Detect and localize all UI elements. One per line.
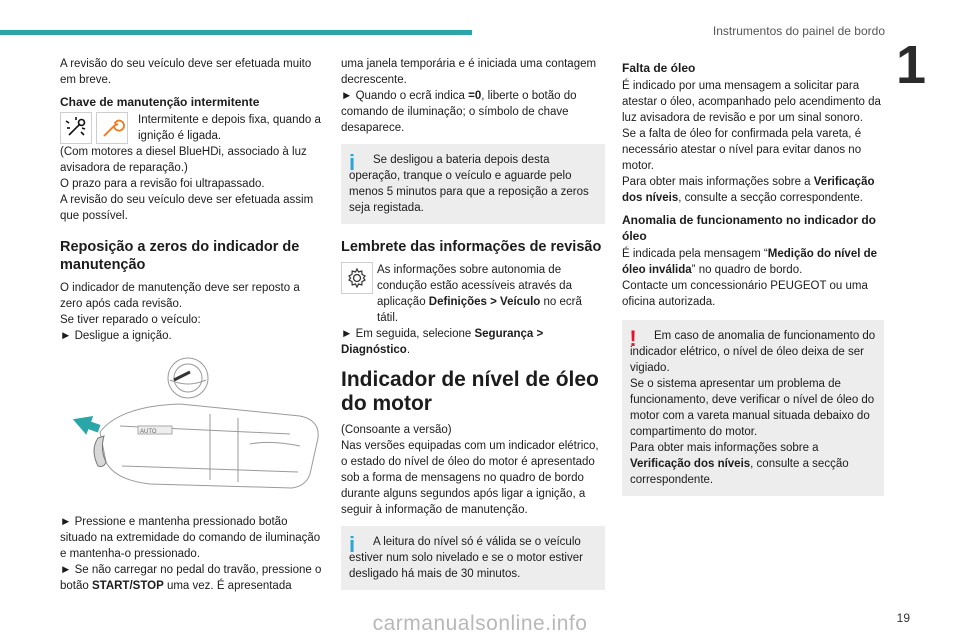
text-run: . [406,344,411,356]
maintenance-key-row [60,112,322,144]
text-run: ► Se não carregar no pedal do travão, pressione o botão [60,564,322,592]
chapter-number: 1 [896,35,927,95]
text-run: É indicada pela mensagem “ [622,248,768,260]
note-text: Se desligou a bateria depois desta operação, tranque o veículo e aguarde pelo menos 5 minutos para que a reposição a zeros seja registada. [349,154,589,214]
paragraph: ► Pressione e mantenha pressionado botão situado na extremidade do comando de iluminação e mantenha-o pressionado. [60,516,321,560]
heading-service-reminder: Lembrete das informações de revisão [341,239,602,255]
paragraph: Se tiver reparado o veículo: [60,314,201,326]
wrench-icon [96,112,128,144]
heading-oil-indicator-fault: Anomalia de funcionamento no indicador do óleo [622,213,877,243]
paragraph: A revisão do seu veículo deve ser efetuada muito em breve. [60,58,312,86]
note-text [630,440,876,488]
paragraph: O prazo para a revisão foi ultrapassado. [60,178,265,190]
paragraph: Se a falta de óleo for confirmada pela vareta, é necessário atestar o nível para evitar danos no motor. [622,128,862,172]
column-2 [341,56,605,598]
note-text: Em caso de anomalia de funcionamento do indicador elétrico, o nível de óleo deixa de ser vigiado. [630,330,876,374]
page-header-title: Instrumentos do painel de bordo [712,24,885,38]
heading-oil-level: Indicador de nível de óleo do motor [341,368,599,415]
bold-run: =0 [468,90,482,102]
text-run: no ecrã tátil. [377,296,582,324]
info-note [341,144,605,224]
text-run: , consulte a secção correspondente. [678,192,864,204]
note-text: A leitura do nível só é válida se o veículo estiver num solo nivelado e se o motor estiver desligado há mais de 30 minutos. [349,536,583,580]
paragraph: Intermitente e depois fixa, quando a ignição é ligada. [138,114,321,142]
paragraph: ► Desligue a ignição. [60,330,172,342]
info-icon: i [348,150,356,175]
text-run: Para obter mais informações sobre a [630,442,819,454]
figure-label-auto: AUTO [140,429,157,435]
text-run: ► Em seguida, selecione [341,328,475,340]
text-run: uma vez. É apresentada [163,580,292,592]
paragraph [341,326,605,358]
bold-run: START/STOP [91,580,164,592]
bold-run: Verificação dos níveis [622,176,875,204]
bold-run: Medição do nível de óleo inválida [622,248,878,276]
paragraph: (Com motores a diesel BlueHDi, associado à luz avisadora de reparação.) [60,146,307,174]
paragraph [60,562,322,594]
heading-reset: Reposição a zeros do indicador de manutenção [60,239,300,273]
paragraph [341,88,605,136]
lighting-stalk-illustration [60,354,322,504]
heading-lack-of-oil: Falta de óleo [622,61,696,75]
paragraph [622,246,884,278]
info-icon: i [348,532,356,557]
text-run: As informações sobre autonomia de condução estão acessíveis através da aplicação [377,264,572,308]
text-run: ” no quadro de bordo. [691,264,803,276]
bold-run: Definições > Veículo [428,296,541,308]
icon-group [60,112,132,144]
warning-icon: ! [629,326,637,351]
text-run: ► Quando o ecrã indica [341,90,469,102]
paragraph: O indicador de manutenção deve ser reposto a zero após cada revisão. [60,282,300,310]
paragraph [622,174,884,206]
settings-gear-icon [341,262,373,294]
info-note [341,526,605,590]
service-reminder-row [341,262,605,326]
flashing-wrench-icon [60,112,92,144]
page-number: 19 [896,611,910,625]
column-1 [60,56,322,594]
text-run: , liberte o botão do comando de iluminação; o símbolo de chave desaparece. [341,90,577,134]
paragraph: A revisão do seu veículo deve ser efetuada assim que possível. [60,194,314,222]
text-run: Para obter mais informações sobre a [622,176,814,188]
watermark: carmanualsonline.info [372,612,588,635]
text-run: , consulte a secção correspondente. [630,458,849,486]
paragraph: uma janela temporária e é iniciada uma contagem decrescente. [341,58,597,86]
paragraph: É indicado por uma mensagem a solicitar para atestar o óleo, acompanhado pelo acendimento da luz avisadora de revisão e por um sinal sonoro. [622,80,881,124]
paragraph: Nas versões equipadas com um indicador elétrico, o estado do nível de óleo do motor é apresentado sob a forma de mensagens no quadro de bordo durante alguns segundos após ligar a ignição, a seguir à informação de manutenção. [341,440,599,516]
note-text: Se o sistema apresentar um problema de funcionamento, deve verificar o nível de óleo do motor com a vareta manual situada debaixo do compartimento do motor. [630,378,875,438]
column-3 [622,56,884,504]
header-accent-bar [0,30,472,35]
warning-note [622,320,884,496]
paragraph: Contacte um concessionário PEUGEOT ou uma oficina autorizada. [622,280,868,308]
paragraph [377,262,605,326]
bold-run: Verificação dos níveis [630,458,751,470]
paragraph: (Consoante a versão) [341,424,452,436]
bold-run: Segurança > Diagnóstico [341,328,544,356]
heading-maintenance-key: Chave de manutenção intermitente [60,95,260,109]
